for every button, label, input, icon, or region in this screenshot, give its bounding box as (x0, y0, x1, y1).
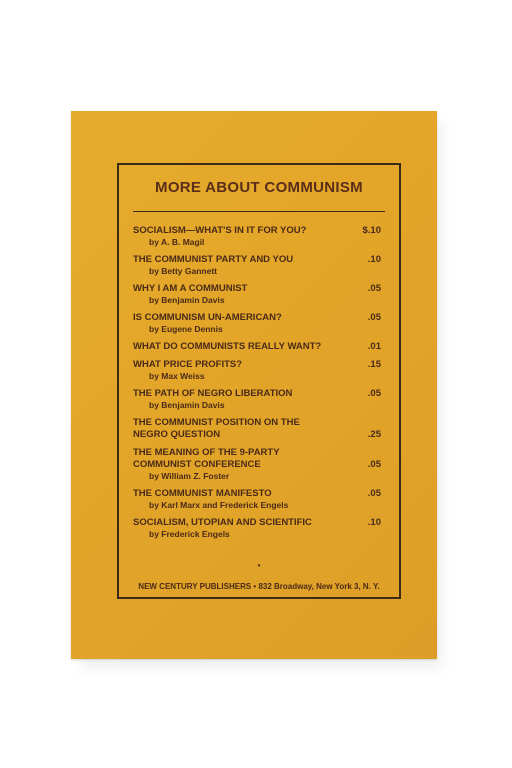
list-item (133, 517, 385, 540)
item-price: .05 (367, 312, 381, 323)
title-divider (133, 211, 385, 212)
item-title: SOCIALISM—WHAT'S IN IT FOR YOU? (133, 225, 307, 236)
item-price: .05 (367, 283, 381, 294)
item-price: .05 (367, 388, 381, 399)
list-item (133, 225, 385, 248)
list-item (133, 447, 385, 482)
item-title: WHY I AM A COMMUNIST (133, 283, 248, 294)
list-item (133, 341, 385, 353)
item-author: by Frederick Engels (149, 529, 230, 539)
pamphlet-back-cover (71, 111, 437, 659)
item-price: .10 (367, 254, 381, 265)
item-author: by Eugene Dennis (149, 324, 223, 334)
list-item (133, 254, 385, 277)
list-item (133, 312, 385, 335)
item-author: by Benjamin Davis (149, 295, 225, 305)
item-title: IS COMMUNISM UN-AMERICAN? (133, 312, 282, 323)
item-price: .10 (367, 517, 381, 528)
item-title: THE COMMUNIST POSITION ON THE NEGRO QUESTION (133, 417, 300, 440)
publication-list (133, 225, 385, 546)
publisher-line: NEW CENTURY PUBLISHERS • 832 Broadway, New York 3, N. Y. (138, 582, 380, 591)
item-title: SOCIALISM, UTOPIAN AND SCIENTIFIC (133, 517, 312, 528)
item-price: .15 (367, 359, 381, 370)
list-item (133, 359, 385, 382)
item-title: THE COMMUNIST MANIFESTO (133, 488, 272, 499)
item-author: by Karl Marx and Frederick Engels (149, 500, 289, 510)
item-author: by Benjamin Davis (149, 400, 225, 410)
item-author: by Max Weiss (149, 371, 205, 381)
item-price: .01 (367, 341, 381, 352)
item-price: .05 (367, 459, 381, 470)
item-title: WHAT DO COMMUNISTS REALLY WANT? (133, 341, 322, 352)
list-item (133, 388, 385, 411)
list-item (133, 283, 385, 306)
content-frame (117, 163, 401, 599)
list-item (133, 417, 385, 441)
item-title: THE PATH OF NEGRO LIBERATION (133, 388, 293, 399)
item-author: by Betty Gannett (149, 266, 218, 276)
item-author: by A. B. Magil (149, 237, 205, 247)
item-author: by William Z. Foster (149, 471, 230, 481)
page-title: MORE ABOUT COMMUNISM (155, 179, 363, 196)
list-item (133, 488, 385, 511)
item-price: .25 (367, 429, 381, 440)
item-title: THE MEANING OF THE 9-PARTY COMMUNIST CONFERENCE (133, 447, 280, 470)
item-price: .05 (367, 488, 381, 499)
bullet-ornament: • (257, 561, 261, 570)
item-price: $.10 (362, 225, 381, 236)
item-title: THE COMMUNIST PARTY AND YOU (133, 254, 294, 265)
item-title: WHAT PRICE PROFITS? (133, 359, 243, 370)
